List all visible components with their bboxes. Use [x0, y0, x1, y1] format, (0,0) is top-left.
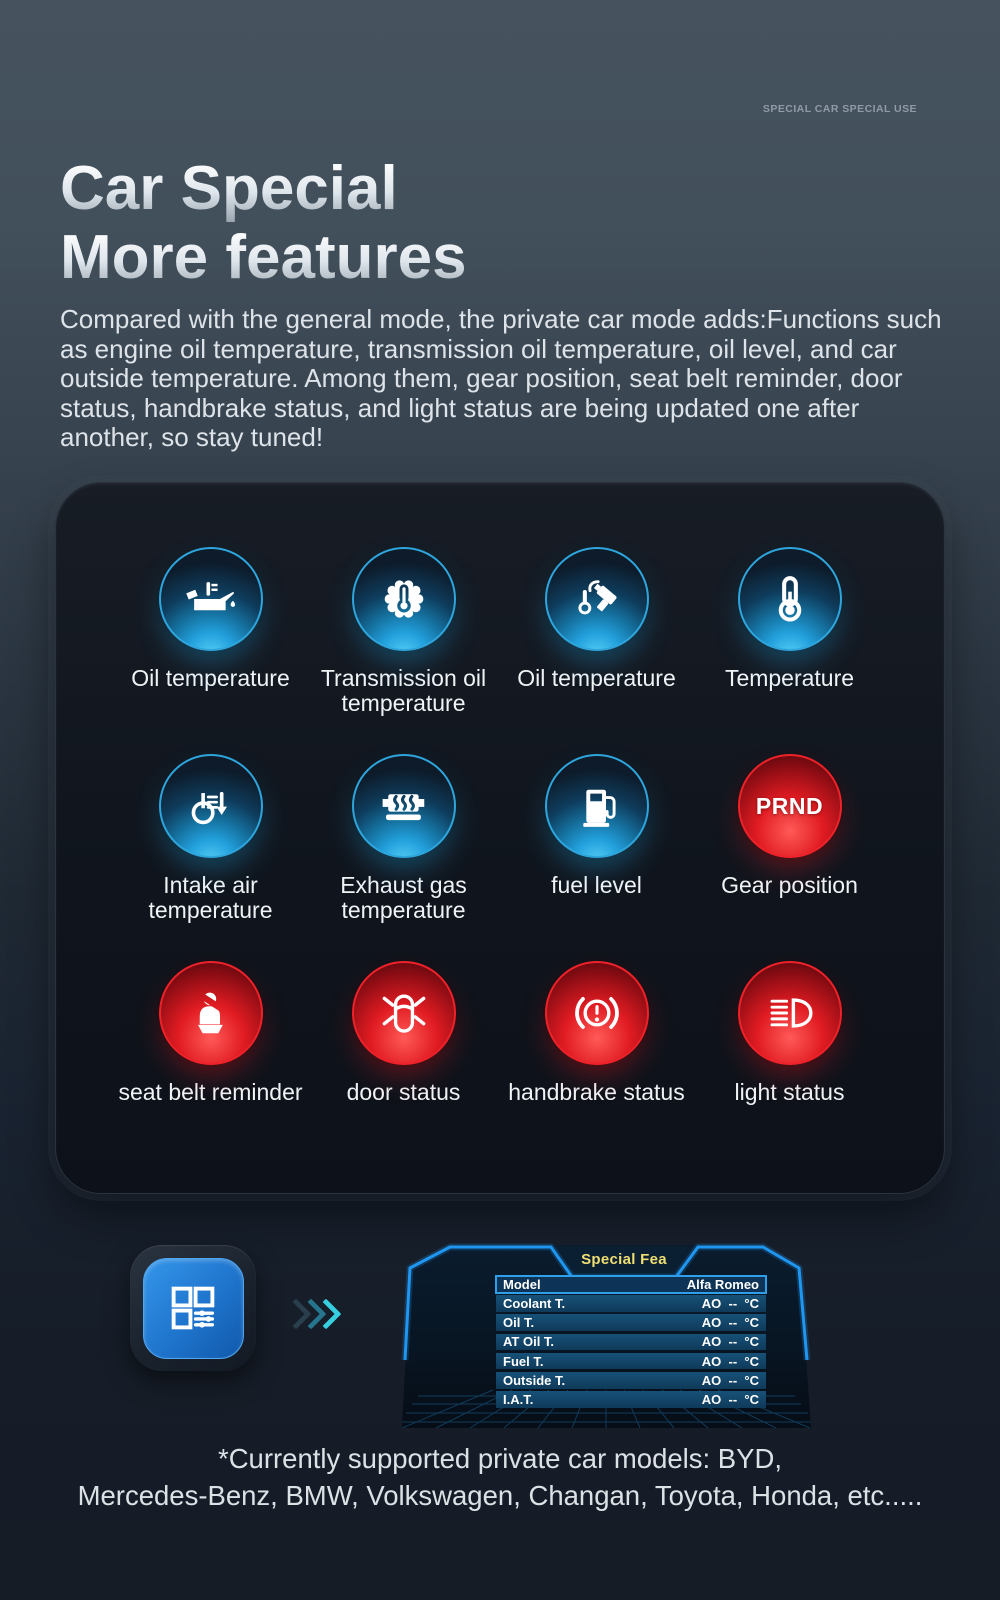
table-row-iat: [496, 1391, 766, 1408]
fuel-pump-icon: [545, 754, 649, 858]
prnd-gear-text: [738, 754, 842, 858]
feature-label: Gear position: [721, 872, 858, 898]
feature-label: fuel level: [551, 872, 642, 898]
row-value: AO -- °C: [701, 1372, 759, 1388]
row-value: Alfa Romeo: [686, 1276, 759, 1292]
feature-light-status: [693, 961, 886, 1105]
feature-handbrake-status: [500, 961, 693, 1105]
handbrake-warning-icon: [545, 961, 649, 1065]
feature-label: Temperature: [724, 665, 855, 691]
screen-title: Special Fea: [581, 1251, 667, 1268]
eyebrow-label: SPECIAL CAR SPECIAL USE: [762, 103, 917, 115]
chevron-right-icon: [292, 1303, 337, 1325]
seat-belt-icon: [159, 961, 263, 1065]
oil-can-icon: [184, 572, 238, 626]
headlight-beam-icon: [738, 961, 842, 1065]
feature-gear-position: [693, 754, 886, 923]
supported-models-line2: Mercedes-Benz, BMW, Volkswagen, Changan, Toyota, Honda, etc.....: [77, 1480, 923, 1511]
page-title-line2: More features: [60, 222, 467, 292]
feature-label: Oil temperature: [517, 665, 676, 691]
row-value: AO -- °C: [701, 1315, 759, 1331]
fuel-nozzle-thermometer-icon: [545, 547, 649, 651]
row-value: AO -- °C: [701, 1391, 759, 1407]
feature-temperature: [693, 547, 886, 716]
app-icon-bezel: [130, 1245, 256, 1371]
exhaust-heat-icon: [377, 779, 431, 833]
page-title: [60, 154, 467, 292]
vehicle-data-table: [496, 1276, 766, 1410]
feature-label: Oil temperature: [131, 665, 290, 691]
fuel-nozzle-thermometer-icon: [570, 572, 624, 626]
feature-seat-belt-reminder: [114, 961, 307, 1105]
row-label: Outside T.: [503, 1372, 566, 1388]
intake-air-thermometer-icon: [184, 779, 238, 833]
feature-label: handbrake status: [508, 1079, 685, 1105]
table-row-oil-t: [496, 1314, 766, 1331]
table-row-coolant-t: [496, 1295, 766, 1312]
row-label: I.A.T.: [503, 1391, 534, 1407]
row-label: AT Oil T.: [503, 1334, 555, 1350]
row-value: AO -- °C: [701, 1353, 759, 1369]
feature-label: seat belt reminder: [118, 1079, 303, 1105]
feature-intake-air-temperature: [114, 754, 307, 923]
prnd-label: PRND: [755, 792, 824, 819]
feature-label: light status: [734, 1079, 845, 1105]
supported-models-note: [0, 1440, 1000, 1514]
row-label: Model: [503, 1276, 541, 1292]
row-label: Coolant T.: [503, 1295, 566, 1311]
feature-transmission-oil-temperature: [307, 547, 500, 716]
table-row-at-oil-t: [496, 1334, 766, 1351]
row-value: AO -- °C: [701, 1295, 759, 1311]
gear-thermometer-icon: [377, 572, 431, 626]
demo-strip: [0, 1218, 1000, 1453]
row-label: Oil T.: [503, 1315, 535, 1331]
thermometer-icon: [738, 547, 842, 651]
features-card: [55, 482, 945, 1194]
intro-paragraph: Compared with the general mode, the private car mode adds:Functions such as engine oil temperature, transmission oil temperature, oil level, and car outside temperature. Among them, gear position, seat belt reminder, door status, handbrake status, and light status are being updated one after another, so stay tuned!: [60, 304, 942, 452]
feature-fuel-level: [500, 754, 693, 923]
gear-thermometer-icon: [352, 547, 456, 651]
feature-label: Transmission oil temperature: [320, 665, 487, 716]
features-grid: [56, 483, 944, 1105]
feature-oil-temperature-1: [114, 547, 307, 716]
device-screen-mockup: [388, 1220, 825, 1438]
supported-models-line1: *Currently supported private car models: BYD,: [218, 1443, 782, 1474]
feature-label: door status: [346, 1079, 461, 1105]
intake-air-thermometer-icon: [159, 754, 263, 858]
row-label: Fuel T.: [503, 1353, 544, 1369]
page-title-line1: Car Special: [60, 154, 467, 223]
thermometer-icon: [763, 572, 817, 626]
car-doors-open-icon: [377, 986, 431, 1040]
fuel-pump-icon: [570, 779, 624, 833]
feature-oil-temperature-2: [500, 547, 693, 716]
car-doors-open-icon: [352, 961, 456, 1065]
table-row-outside-t: [496, 1372, 766, 1389]
feature-door-status: [307, 961, 500, 1105]
table-row-model: [496, 1276, 766, 1293]
exhaust-heat-icon: [352, 754, 456, 858]
feature-label: Exhaust gas temperature: [340, 872, 467, 923]
feature-label: Intake air temperature: [148, 872, 273, 923]
seat-belt-icon: [184, 986, 238, 1040]
row-value: AO -- °C: [701, 1334, 759, 1350]
headlight-beam-icon: [763, 986, 817, 1040]
table-row-fuel-t: [496, 1353, 766, 1370]
feature-exhaust-gas-temperature: [307, 754, 500, 923]
app-grid-icon: [162, 1277, 224, 1339]
oil-can-icon: [159, 547, 263, 651]
handbrake-warning-icon: [570, 986, 624, 1040]
app-icon: [143, 1258, 244, 1359]
